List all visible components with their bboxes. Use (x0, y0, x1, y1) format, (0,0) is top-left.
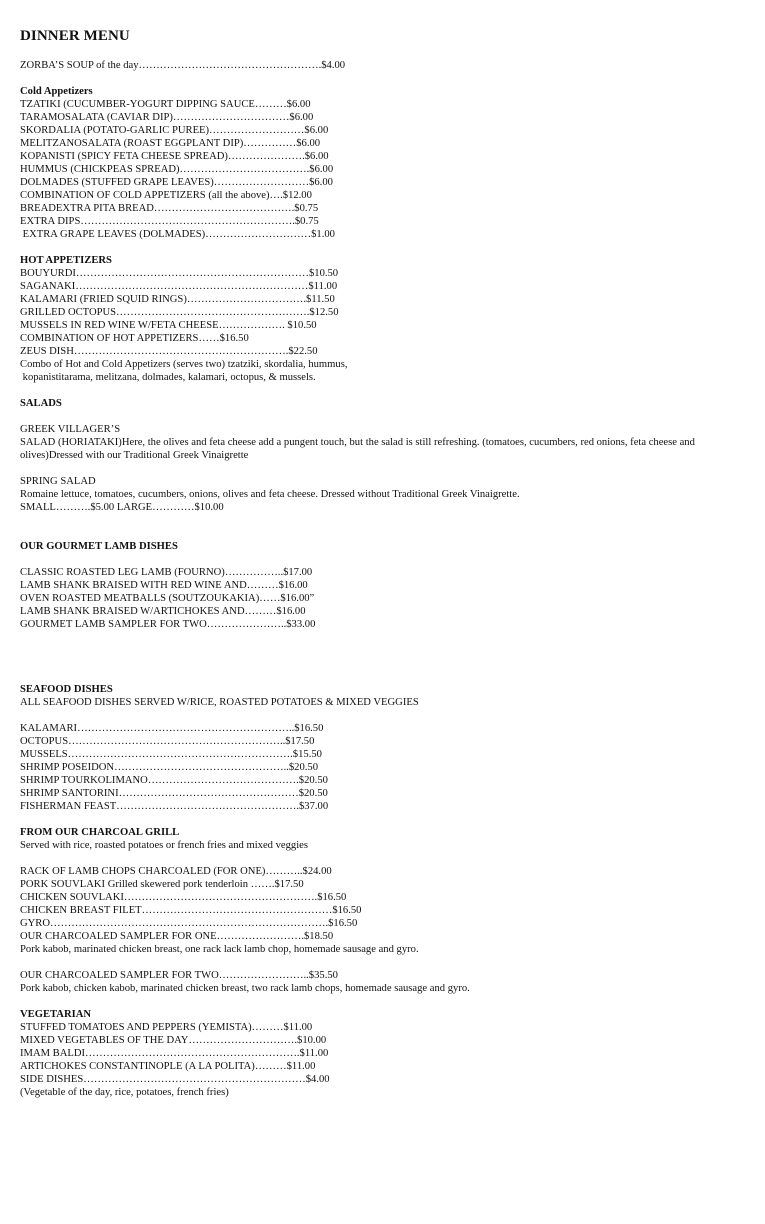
cold-appetizers-heading: Cold Appetizers (20, 86, 93, 97)
menu-item: IMAM BALDI…………………………………………………….$11.00 (20, 1048, 329, 1059)
menu-item: GYRO…………………………………………………………………….$16.50 (20, 918, 358, 929)
menu-item: LAMB SHANK BRAISED W/ARTICHOKES AND………$16.00 (20, 606, 306, 617)
sampler-two-item: OUR CHARCOALED SAMPLER FOR TWO……………………..$35.50 (20, 970, 338, 981)
menu-item: ARTICHOKES CONSTANTINOPLE (A LA POLITA)………$11.00 (20, 1061, 316, 1072)
hot-appetizers-list (20, 267, 745, 358)
lamb-list (20, 566, 745, 631)
page-title: DINNER MENU (20, 28, 130, 44)
menu-item: SHRIMP SANTORINI……………………………………………$20.50 (20, 788, 328, 799)
seafood-subheading: ALL SEAFOOD DISHES SERVED W/RICE, ROASTED POTATOES & MIXED VEGGIES (20, 697, 419, 708)
menu-item: KOPANISTI (SPICY FETA CHEESE SPREAD)………………….$6.00 (20, 151, 329, 162)
spring-salad-description: Romaine lettuce, tomatoes, cucumbers, onions, olives and feta cheese. Dressed without Traditional Greek Vinaigrette. (20, 489, 520, 500)
menu-item: MIXED VEGETABLES OF THE DAY………………………….$10.00 (20, 1035, 327, 1046)
menu-item: ZEUS DISH…………………………………………………….$22.50 (20, 346, 318, 357)
menu-item: CHICKEN BREAST FILET………………………………………………$16.50 (20, 905, 362, 916)
menu-item: CLASSIC ROASTED LEG LAMB (FOURNO)……………..$17.00 (20, 567, 313, 578)
greek-salad-title: GREEK VILLAGER’S (20, 424, 121, 435)
menu-item: EXTRA GRAPE LEAVES (DOLMADES)…………………………$1.00 (20, 229, 335, 240)
soup-item: ZORBA’S SOUP of the day…………………………………………….$4.00 (20, 60, 346, 71)
spring-salad-title: SPRING SALAD (20, 476, 96, 487)
menu-item: COMBINATION OF HOT APPETIZERS……$16.50 (20, 333, 249, 344)
vegetarian-heading: VEGETARIAN (20, 1009, 92, 1020)
menu-item: DOLMADES (STUFFED GRAPE LEAVES)………………………$6.00 (20, 177, 333, 188)
menu-item: STUFFED TOMATOES AND PEPPERS (YEMISTA)………$11.00 (20, 1022, 313, 1033)
grill-list (20, 865, 745, 943)
menu-item: LAMB SHANK BRAISED WITH RED WINE AND………$16.00 (20, 580, 308, 591)
menu-item: SHRIMP TOURKOLIMANO…………………………………….$20.50 (20, 775, 328, 786)
spring-salad-price: SMALL……….$5.00 LARGE…………$10.00 (20, 502, 224, 513)
menu-item: GRILLED OCTOPUS……………………………………………….$12.50 (20, 307, 339, 318)
menu-item: MUSSELS IN RED WINE W/FETA CHEESE………………. $10.50 (20, 320, 317, 331)
menu-item: OUR CHARCOALED SAMPLER FOR ONE…………………….$18.50 (20, 931, 334, 942)
salads-heading: SALADS (20, 398, 62, 409)
seafood-heading: SEAFOOD DISHES (20, 684, 113, 695)
menu-item: MELITZANOSALATA (ROAST EGGPLANT DIP)……………$6.00 (20, 138, 321, 149)
cold-appetizers-list (20, 98, 745, 241)
vegetarian-list (20, 1021, 745, 1086)
combo-description: Combo of Hot and Cold Appetizers (serves two) tzatziki, skordalia, hummus, (20, 359, 348, 370)
menu-item: FISHERMAN FEAST…………………………………………….$37.00 (20, 801, 329, 812)
combo-description: kopanistitarama, melitzana, dolmades, kalamari, octopus, & mussels. (20, 372, 316, 383)
menu-item: COMBINATION OF COLD APPETIZERS (all the above)….$12.00 (20, 190, 312, 201)
sampler-two-description: Pork kabob, chicken kabob, marinated chicken breast, two rack lamb chops, homemade sausage and gyro. (20, 983, 470, 994)
menu-item: BREADEXTRA PITA BREAD………………………………….$0.75 (20, 203, 319, 214)
menu-item: MUSSELS……………………………………………………….$15.50 (20, 749, 322, 760)
menu-item: PORK SOUVLAKI Grilled skewered pork tenderloin …….$17.50 (20, 879, 304, 890)
menu-item: OVEN ROASTED MEATBALLS (SOUTZOUKAKIA)……$16.00” (20, 593, 315, 604)
menu-item: RACK OF LAMB CHOPS CHARCOALED (FOR ONE)………..$24.00 (20, 866, 332, 877)
menu-item: EXTRA DIPS…………………………………………………….$0.75 (20, 216, 319, 227)
menu-item: KALAMARI (FRIED SQUID RINGS)…………………………….$11.50 (20, 294, 335, 305)
menu-item: SHRIMP POSEIDON…………………………………………..$20.50 (20, 762, 319, 773)
hot-appetizers-heading: HOT APPETIZERS (20, 255, 112, 266)
menu-item: SAGANAKI…………………………………………………………$11.00 (20, 281, 338, 292)
menu-item: OCTOPUS……………………………………………………..$17.50 (20, 736, 315, 747)
menu-item: TARAMOSALATA (CAVIAR DIP)……………………………$6.00 (20, 112, 314, 123)
grill-heading: FROM OUR CHARCOAL GRILL (20, 827, 180, 838)
greek-salad-description: SALAD (HORIATAKI)Here, the olives and feta cheese add a pungent touch, but the salad is still refreshing. (tomatoes, cucumbers, red onions, feta cheese and olives)Dressed with our Traditional Greek Vinaigrette (20, 437, 695, 461)
menu-item: SKORDALIA (POTATO-GARLIC PUREE)………………………$6.00 (20, 125, 329, 136)
sampler-one-description: Pork kabob, marinated chicken breast, one rack lack lamb chop, homemade sausage and gyro. (20, 944, 419, 955)
menu-item: GOURMET LAMB SAMPLER FOR TWO…………………..$33.00 (20, 619, 316, 630)
menu-item: BOUYURDI…………………………………………………………$10.50 (20, 268, 339, 279)
menu-item: SIDE DISHES………………………………………………………$4.00 (20, 1074, 330, 1085)
menu-item: HUMMUS (CHICKPEAS SPREAD)……………………………….$6.00 (20, 164, 334, 175)
seafood-list (20, 722, 745, 813)
lamb-heading: OUR GOURMET LAMB DISHES (20, 541, 178, 552)
side-dishes-note: (Vegetable of the day, rice, potatoes, french fries) (20, 1087, 229, 1098)
menu-item: TZATIKI (CUCUMBER-YOGURT DIPPING SAUCE………$6.00 (20, 99, 311, 110)
menu-item: CHICKEN SOUVLAKI……………………………………………….$16.50 (20, 892, 347, 903)
grill-subheading: Served with rice, roasted potatoes or french fries and mixed veggies (20, 840, 308, 851)
menu-item: KALAMARI……………………………………………………..$16.50 (20, 723, 324, 734)
